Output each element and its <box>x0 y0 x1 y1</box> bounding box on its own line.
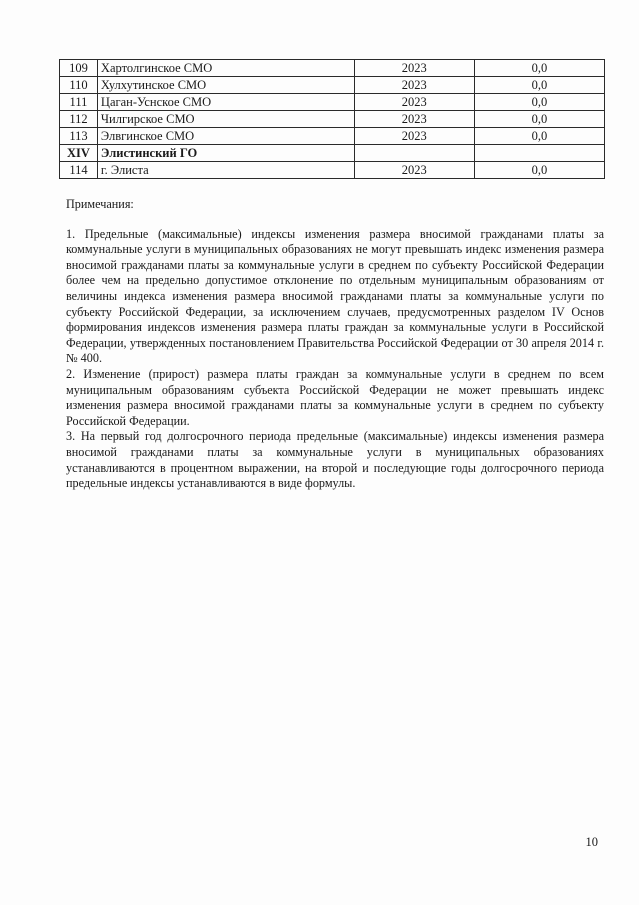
index-value-cell: 0,0 <box>474 94 604 111</box>
index-value-cell: 0,0 <box>474 77 604 94</box>
table-row <box>60 128 605 145</box>
note-item-3: 3. На первый год долгосрочного периода предельные (максимальные) индексы изменения размера вносимой гражданами платы за коммунальные услуги в муниципальных образованиях устанавливаются в процентном выражении, на второй и последующие годы долгосрочного периода предельные индексы устанавливаются в виде формулы. <box>66 429 604 491</box>
municipality-name-cell: Хулхутинское СМО <box>97 77 354 94</box>
table-row <box>60 111 605 128</box>
year-cell: 2023 <box>354 94 474 111</box>
row-number-cell: 110 <box>60 77 98 94</box>
year-cell: 2023 <box>354 77 474 94</box>
index-value-cell: 0,0 <box>474 60 604 77</box>
municipalities-table <box>59 59 605 179</box>
table-row <box>60 77 605 94</box>
page-number: 10 <box>585 835 598 849</box>
row-number-cell: 114 <box>60 162 98 179</box>
index-value-cell: 0,0 <box>474 128 604 145</box>
municipality-name-cell: Чилгирское СМО <box>97 111 354 128</box>
index-value-cell: 0,0 <box>474 111 604 128</box>
row-number-cell: 113 <box>60 128 98 145</box>
municipality-name-cell: Хартолгинское СМО <box>97 60 354 77</box>
row-number-cell: 109 <box>60 60 98 77</box>
table-row <box>60 162 605 179</box>
year-cell <box>354 145 474 162</box>
municipality-name-cell: Цаган-Уснское СМО <box>97 94 354 111</box>
municipality-name-cell: Элистинский ГО <box>97 145 354 162</box>
notes-title: Примечания: <box>66 197 134 211</box>
section-row <box>60 145 605 162</box>
table-body <box>60 60 605 179</box>
municipality-name-cell: Элвгинское СМО <box>97 128 354 145</box>
year-cell: 2023 <box>354 111 474 128</box>
row-number-cell: 111 <box>60 94 98 111</box>
year-cell: 2023 <box>354 162 474 179</box>
table-row <box>60 60 605 77</box>
index-value-cell <box>474 145 604 162</box>
year-cell: 2023 <box>354 128 474 145</box>
municipality-name-cell: г. Элиста <box>97 162 354 179</box>
index-value-cell: 0,0 <box>474 162 604 179</box>
note-item-2: 2. Изменение (прирост) размера платы граждан за коммунальные услуги в среднем по всем муниципальным образованиям субъекта Российской Федерации не может превышать индекс изменения размера вносимой гражданами платы за коммунальные услуги в среднем по субъекту Российской Федерации. <box>66 366 604 428</box>
year-cell: 2023 <box>354 60 474 77</box>
table-row <box>60 94 605 111</box>
notes-section <box>66 197 604 492</box>
row-number-cell: 112 <box>60 111 98 128</box>
note-item-1: 1. Предельные (максимальные) индексы изменения размера вносимой гражданами платы за коммунальные услуги в муниципальных образованиях не могут превышать индекс изменения размера вносимой гражданами платы за коммунальные услуги в среднем по субъекту Российской Федерации более чем на предельно допустимое отклонение по отдельным муниципальным образованиям от величины индекса изменения размера вносимой гражданами платы за коммунальные услуги по субъекту Российской Федерации, за исключением случаев, предусмотренных разделом IV Основ формирования индексов изменения размера платы граждан за коммунальные услуги в Российской Федерации, утвержденных постановлением Правительства Российской Федерации от 30 апреля 2014 г. № 400. <box>66 226 604 366</box>
row-number-cell: XIV <box>60 145 98 162</box>
